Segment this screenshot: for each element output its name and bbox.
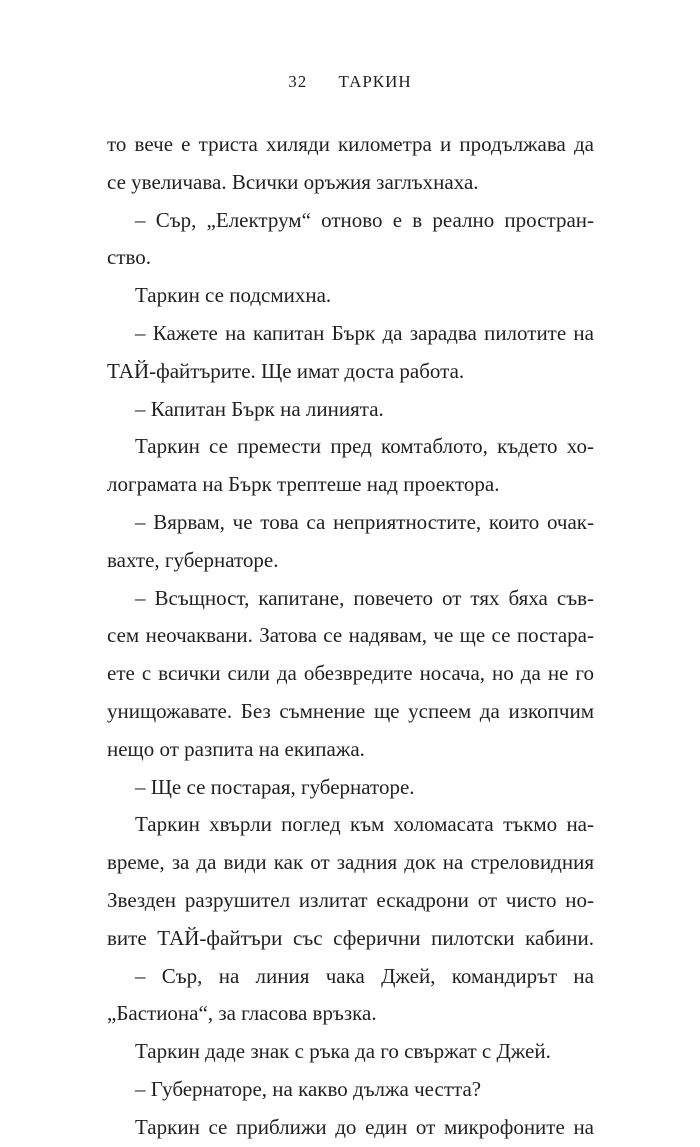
text-line: – Всъщност, капитане, повечето от тях бяха съв- bbox=[135, 585, 594, 610]
text-line: време, за да види как от задния док на стреловидния bbox=[107, 850, 594, 875]
text-line: – Капитан Бърк на линията. bbox=[135, 396, 384, 421]
text-line: – Сър, „Електрум“ отново е в реално простран- bbox=[135, 207, 594, 232]
text-line: – Ще се постарая, губернаторе. bbox=[135, 774, 415, 799]
text-line: – Кажете на капитан Бърк да зарадва пилотите на bbox=[135, 320, 594, 345]
text-line: вахте, губернаторе. bbox=[107, 547, 279, 572]
text-line: вите ТАЙ-файтъри със сферични пилотски кабини. bbox=[107, 925, 594, 950]
running-head bbox=[0, 72, 700, 92]
text-line: нещо от разпита на екипажа. bbox=[107, 736, 365, 761]
text-line: Таркин даде знак с ръка да го свържат с Джей. bbox=[135, 1039, 551, 1064]
text-line: – Вярвам, че това са неприятностите, които очак- bbox=[135, 509, 594, 534]
text-line: ство. bbox=[107, 245, 152, 270]
running-title: ТАРКИН bbox=[338, 72, 412, 91]
text-line: ТАЙ-файтърите. Ще имат доста работа. bbox=[107, 358, 465, 383]
text-line: „Бастиона“, за гласова връзка. bbox=[107, 1001, 377, 1026]
text-line: то вече е триста хиляди километра и продължава да bbox=[107, 132, 594, 156]
text-line: унищожавате. Без съмнение ще успеем да изкопчим bbox=[107, 698, 594, 723]
text-line: ете с всички сили да обезвредите носача, но да не го bbox=[107, 661, 594, 686]
text-line: Таркин се подсмихна. bbox=[135, 283, 332, 308]
text-line: Звезден разрушител излитат ескадрони от чисто но- bbox=[107, 887, 594, 912]
text-line: Таркин се приближи до един от микрофоните на bbox=[135, 1114, 594, 1139]
text-line: Таркин хвърли поглед към холомасата тъкмо на- bbox=[135, 812, 594, 837]
text-line: лограмата на Бърк трептеше над проектора. bbox=[107, 472, 500, 497]
text-line: сем неочаквани. Затова се надявам, че ще се постара- bbox=[107, 623, 594, 648]
text-line: се увеличава. Всички оръжия заглъхнаха. bbox=[107, 169, 479, 194]
text-line: – Губернаторе, на какво дължа честта? bbox=[135, 1076, 482, 1101]
page-number: 32 bbox=[288, 72, 308, 91]
text-line: – Сър, на линия чака Джей, командирът на bbox=[135, 963, 594, 988]
text-line: Таркин се премести пред комтаблото, където хо- bbox=[135, 434, 594, 459]
body-text bbox=[107, 126, 594, 1147]
